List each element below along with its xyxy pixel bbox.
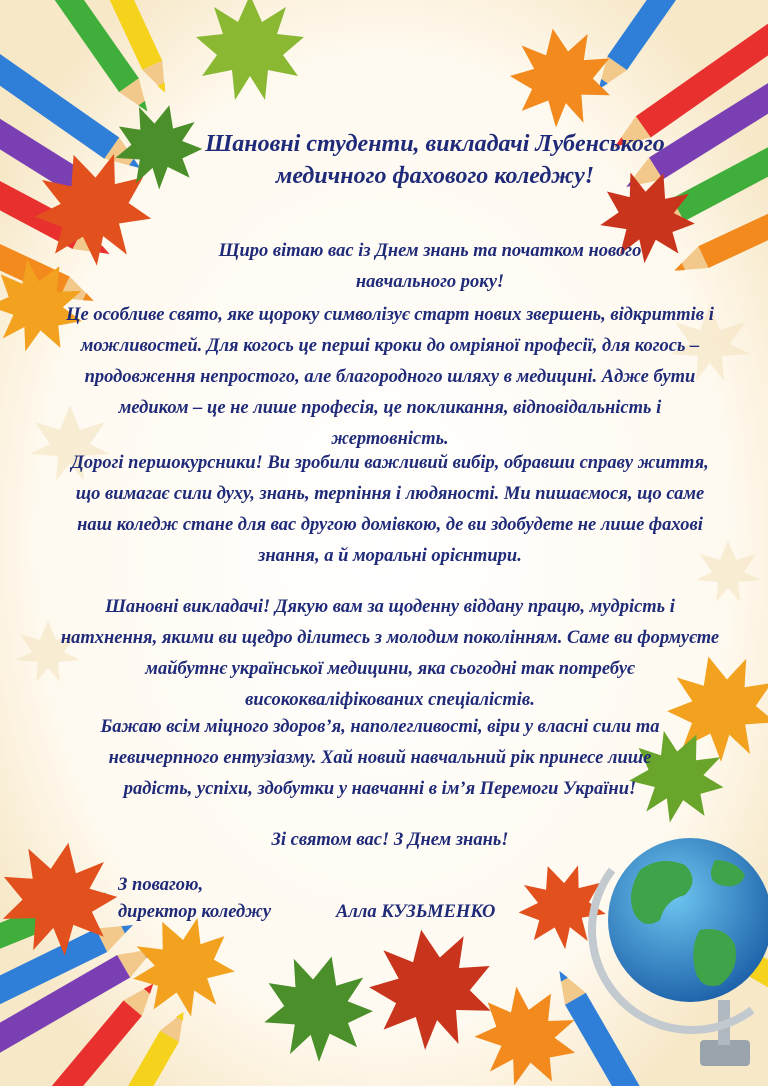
paragraph-freshmen: Дорогі першокурсники! Ви зробили важливий вибір, обравши справу життя, що вимагає сили духу, знань, терпіння і людяності. Ми пишаємося, що саме наш коледж стане для вас другою домівкою, де ви здобудете не лише фахові знання, а й моральні орієнтири. (71, 453, 709, 566)
regards-text: З повагою, (118, 875, 204, 895)
signer-position: директор коледжу (118, 902, 272, 922)
paragraph-greeting: Щиро вітаю вас із Днем знань та початком нового навчального року! (218, 241, 642, 292)
letter-title: Шановні студенти, викладачі Лубенського медичного фахового коледжу! (205, 131, 665, 189)
paragraph-teachers: Шановні викладачі! Дякую вам за щоденну віддану працю, мудрість і натхнення, якими ви щедро ділитесь з молодим поколінням. Саме ви формуєте майбутнє української медицини, яка сьогодні так потребує висококваліфікованих спеціалістів. (60, 597, 720, 710)
signer-name: Алла КУЗЬМЕНКО (336, 902, 496, 922)
paragraph-wishes: Бажаю всім міцного здоров’я, наполегливості, віри у власні сили та невичерпного ентузіазму. Хай новий навчальний рік принесе лише радість, успіхи, здобутки у навчанні в ім’я Перемоги України! (100, 717, 660, 799)
closing-greeting: Зі святом вас! З Днем знань! (271, 830, 509, 850)
paragraph-holiday: Це особливе свято, яке щороку символізує старт нових звершень, відкриттів і можливостей. Для когось це перші кроки до омріяної професії, для когось – продовження непростого, але благородного шляху в медицині. Адже бути медиком – це не лише професія, це покликання, відповідальність і жертовність. (66, 305, 714, 449)
